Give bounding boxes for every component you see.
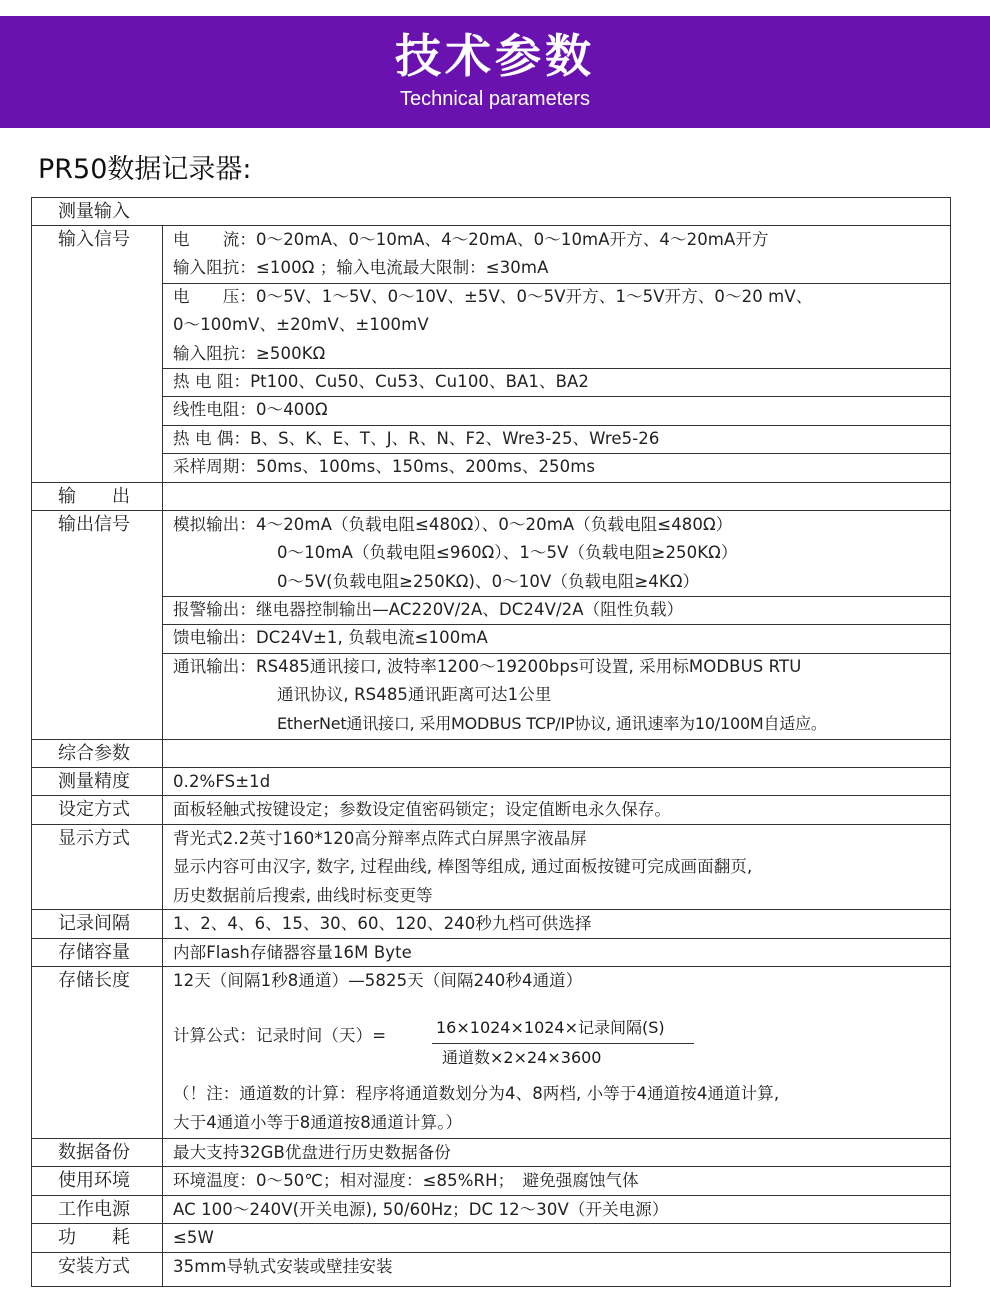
- output-alarm: 报警输出：继电器控制输出—AC220V/2A、DC24V/2A（阻性负载）: [173, 600, 684, 619]
- display-line-1: 背光式2.2英寸160*120高分辩率点阵式白屏黑字液晶屏: [173, 829, 587, 848]
- label-interval: 记录间隔: [58, 913, 130, 934]
- input-voltage-impedance: 输入阻抗：≥500KΩ: [173, 344, 326, 363]
- input-rtd: 热 电 阻：Pt100、Cu50、Cu53、Cu100、BA1、BA2: [173, 372, 590, 391]
- backup-value: 最大支持32GB优盘进行历史数据备份: [173, 1143, 451, 1162]
- section-output: 输 出: [58, 486, 130, 507]
- formula-denominator: 通道数×2×24×3600: [442, 1048, 602, 1067]
- input-voltage: 电 压：0～5V、1～5V、0～10V、±5V、0～5V开方、1～5V开方、0～20 mV、: [173, 287, 813, 306]
- interval-value: 1、2、4、6、15、30、60、120、240秒九档可供选择: [173, 914, 592, 933]
- label-environment: 使用环境: [58, 1170, 130, 1191]
- output-comm: 通讯输出：RS485通讯接口, 波特率1200～19200bps可设置, 采用标MODBUS RTU: [173, 657, 802, 676]
- label-backup: 数据备份: [58, 1142, 130, 1163]
- length-note-1: （！注：通道数的计算：程序将通道数划分为4、8两档, 小等于4通道按4通道计算,: [173, 1084, 780, 1103]
- row-divider: [32, 1138, 950, 1139]
- label-input-signal: 输入信号: [58, 229, 130, 250]
- formula-numerator: 16×1024×1024×记录间隔(S): [436, 1018, 665, 1037]
- input-thermocouple: 热 电 偶：B、S、K、E、T、J、R、N、F2、Wre3-25、Wre5-26: [173, 429, 660, 448]
- output-comm-ethernet: EtherNet通讯接口, 采用MODBUS TCP/IP协议, 通讯速率为10/100M自适应。: [277, 714, 827, 733]
- output-comm-2: 通讯协议, RS485通讯距离可达1公里: [277, 685, 552, 704]
- label-install: 安装方式: [58, 1256, 130, 1277]
- label-capacity: 存储容量: [58, 942, 130, 963]
- label-setting: 设定方式: [58, 799, 130, 820]
- section-general: 综合参数: [58, 743, 130, 764]
- label-power: 工作电源: [58, 1199, 130, 1220]
- input-current-impedance: 输入阻抗：≤100Ω ；输入电流最大限制：≤30mA: [173, 258, 549, 277]
- formula-fraction-bar: [432, 1043, 694, 1044]
- label-accuracy: 测量精度: [58, 771, 130, 792]
- output-analog-2: 0～10mA（负载电阻≤960Ω）、1～5V（负载电阻≥250KΩ）: [277, 543, 738, 562]
- output-feed: 馈电输出：DC24V±1, 负载电流≤100mA: [173, 628, 488, 647]
- row-divider: [32, 482, 950, 483]
- row-divider: [32, 767, 950, 768]
- length-range: 12天（间隔1秒8通道）—5825天（间隔240秒4通道）: [173, 971, 583, 990]
- row-divider: [32, 1252, 950, 1253]
- label-consumption: 功 耗: [58, 1227, 130, 1248]
- power-value: AC 100～240V(开关电源), 50/60Hz；DC 12～30V（开关电源）: [173, 1200, 669, 1219]
- spec-table: [31, 197, 951, 1287]
- display-line-2: 显示内容可由汉字, 数字, 过程曲线, 棒图等组成, 通过面板按键可完成画面翻页,: [173, 857, 753, 876]
- column-divider: [162, 226, 163, 1287]
- install-value: 35mm导轨式安装或壁挂安装: [173, 1257, 393, 1276]
- output-analog-3: 0～5V(负载电阻≥250KΩ)、0～10V（负载电阻≥4KΩ）: [277, 572, 700, 591]
- input-current: 电 流：0～20mA、0～10mA、4～20mA、0～10mA开方、4～20mA开方: [173, 230, 769, 249]
- setting-value: 面板轻触式按键设定；参数设定值密码锁定；设定值断电永久保存。: [173, 800, 671, 819]
- consumption-value: ≤5W: [173, 1228, 214, 1247]
- environment-value: 环境温度：0～50℃；相对湿度：≤85%RH； 避免强腐蚀气体: [173, 1171, 639, 1190]
- header-banner: [0, 16, 990, 128]
- banner-subtitle: Technical parameters: [399, 88, 591, 110]
- section-input: 测量输入: [58, 201, 130, 222]
- formula-prefix: 计算公式：记录时间（天）=: [173, 1026, 387, 1045]
- banner-title: 技术参数: [395, 29, 595, 83]
- label-output-signal: 输出信号: [58, 514, 130, 535]
- capacity-value: 内部Flash存储器容量16M Byte: [173, 943, 412, 962]
- row-divider: [32, 739, 950, 740]
- input-voltage-cont: 0～100mV、±20mV、±100mV: [173, 315, 429, 334]
- input-sampling-period: 采样周期：50ms、100ms、150ms、200ms、250ms: [173, 457, 596, 476]
- display-line-3: 历史数据前后搜索, 曲线时标变更等: [173, 886, 433, 905]
- input-linear-resistance: 线性电阻：0～400Ω: [173, 400, 328, 419]
- accuracy-value: 0.2%FS±1d: [173, 772, 271, 791]
- length-note-2: 大于4通道小等于8通道按8通道计算。）: [173, 1113, 463, 1132]
- label-length: 存储长度: [58, 970, 130, 991]
- label-display: 显示方式: [58, 828, 130, 849]
- output-analog: 模拟输出：4～20mA（负载电阻≤480Ω）、0～20mA（负载电阻≤480Ω）: [173, 515, 733, 534]
- product-heading: PR50数据记录器:: [38, 154, 252, 185]
